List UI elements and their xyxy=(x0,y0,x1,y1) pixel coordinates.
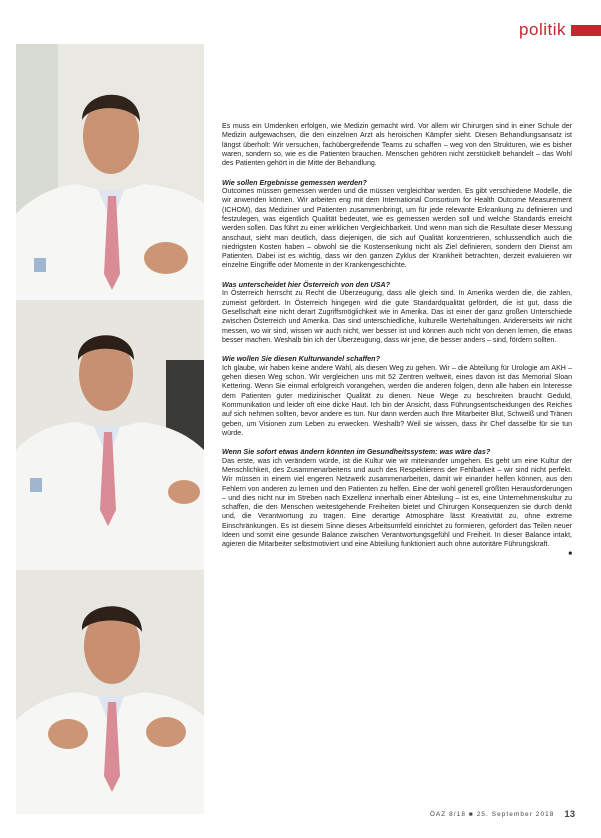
interview-photo-1 xyxy=(16,44,204,306)
publication-info: ÖAZ 8/18 ■ 25. September 2018 xyxy=(429,810,555,818)
interview-photo-2 xyxy=(16,300,204,576)
article-end-mark: ■ xyxy=(568,550,572,557)
page-footer xyxy=(420,807,575,821)
interview-photo-icon xyxy=(16,570,204,814)
page-number: 13 xyxy=(564,808,575,820)
answer-paragraph: Ich glaube, wir haben keine andere Wahl, als diesen Weg zu gehen. Wir – die Abteilung für Urologie am AKH – gehen diesen Weg schon. Wir vergleichen uns mit 52 Zentren weltweit, eines davon ist das Memorial Sloan Kettering. Wenn Sie einmal erfolgreich vorangehen, werden die anderen folgen, denn alle haben ein Interesse dem Patienten guter medizinischer Qualität zu dienen. Neue Wege zu beschreiten braucht Geduld, Kommunikation und leider oft eine dicke Haut. Ich bin der Ansicht, dass Führungsentscheidungen des Reiches auf sich nehmen sollten, bevor andere es tun. Nur dann werden auch Ihre Mitarbeiter Blut, Schweiß und Tränen geben, um Visionen zum Leben zu erwecken. Weshalb? Weil sie wissen, dass ihr Chef dasselbe für sie tun würde. xyxy=(222,364,572,437)
interview-photo-3 xyxy=(16,570,204,814)
article-body xyxy=(222,122,572,559)
answer-paragraph: In Österreich herrscht zu Recht die Überzeugung, dass alle gleich sind. In Amerika werden die, die zahlen, zumeist gefördert. In Österreich hingegen wird die gute Standardqualität gefördert, die ist gut, dass die Gesellschaft eine nicht derart Zugriffsmöglichkeit wie in Amerika. Das ist einer der ganz großen Unterschiede zwischen Österreich und Amerika. Das sind unterschiedliche, kulturelle Wertehaltungen. Andererseits wir nicht messen, wo wir sind, wissen wir auch nicht, wer besser ist und können auch nicht von denen lernen, die etwas besser machen. Weshalb bin ich der Überzeugung, dass wir jene, die besser anders – sind, fördern sollten. xyxy=(222,290,572,344)
article-intro: Es muss ein Umdenken erfolgen, wie Medizin gemacht wird. Vor allem wir Chirurgen sind in einer Schule der Medizin aufgewachsen, die den einzelnen Arzt als heroischen Kämpfer sieht. Diesen Behandlungsansatz ist längst überholt: Wir versuchen, fachübergreifende Teams zu schaffen – weg von den Strukturen, wie es bisher waren, sondern so, wie es die Patienten brauchen. Menschen gehören nicht zerstückelt behandelt – das Wohl des Patienten gehört in die Mitte der Behandlung. xyxy=(222,123,572,168)
answer-paragraph: Das erste, was ich verändern würde, ist die Kultur wie wir miteinander umgehen. Es geht um eine Kultur der Menschlichkeit, des Zusammenarbeitens und auch des Respektierens der Fehlbarkeit – wir sind nicht perfekt. Wir müssen in einem viel engeren Netzwerk zusammenarbeiten, damit wir einander helfen können, aus den Fehlern von anderen zu lernen und den Patienten zu helfen. Eine der wohl generell größten Herausforderungen – und dies nicht nur im Streben nach Exzellenz innerhalb einer Abteilung – ist es, eine Unternehmenskultur zu schaffen, die den Menschen weitestgehende Freiheiten bietet und Chirurgen Konsequenzen sie durch denkt und, die Verantwortung zu tragen. Eine derartige Atmosphäre lässt Kreativität zu, ohne extreme Einschränkungen. Es ist diesem Sinne dieses Arbeitsumfeld einrichtet zu formieren, gefordert das Teilen neuer Ideen und somit eine gesunde Balance zwischen Verantwortungsgefühl und Freiheit. In dieser Balance intakt, agieren die Mitarbeiter selbstmotiviert und eine Abteilung funktioniert auch ohne autoritäre Führungskraft. xyxy=(222,457,572,549)
question-heading: Wie wollen Sie diesen Kulturwandel schaffen? xyxy=(222,354,380,364)
answer-paragraph: Outcomes müssen gemessen werden und die müssen vergleichbar werden. Es gibt verschiedene Modelle, die wir anwenden können. Wir arbeiten eng mit dem International Consortium for Health Outcome Measurement (ICHOM), das Mediziner und Patienten zusammenbringt, um für jede relevante Erkrankung zu definieren und festzulegen, was eigentlich Qualität bedeutet, wie es gemessen werden soll und welche Standards erreicht werden sollen. Das führt zu einer wirklichen Vergleichbarkeit. Und wenn man sich die Resultate dieser Messung anschaut, sieht man deutlich, dass diejenigen, die sich auf Qualität konzentrieren, schlussendlich auch die niedrigsten Kosten haben – obwohl sie die Kostensenkung nicht als Ziel definieren, sondern den Dienst am Patienten. Dabei ist es wichtig, dass wir den ganzen Zyklus der Krankheit betrachten, derzeit evaluieren wir einzelne Eingriffe oder Momente in der Krankengeschichte. xyxy=(222,188,572,270)
question-heading: Wie sollen Ergebnisse gemessen werden? xyxy=(222,177,367,187)
question-heading: Wenn Sie sofort etwas ändern könnten im Gesundheitssystem: was wäre das? xyxy=(222,447,491,457)
section-label: politik xyxy=(519,20,566,39)
interview-photo-icon xyxy=(16,44,204,306)
question-heading: Was unterscheidet hier Österreich von den USA? xyxy=(222,280,391,290)
section-color-bar xyxy=(571,25,601,36)
interview-photo-icon xyxy=(16,300,204,576)
section-tag xyxy=(519,22,601,38)
